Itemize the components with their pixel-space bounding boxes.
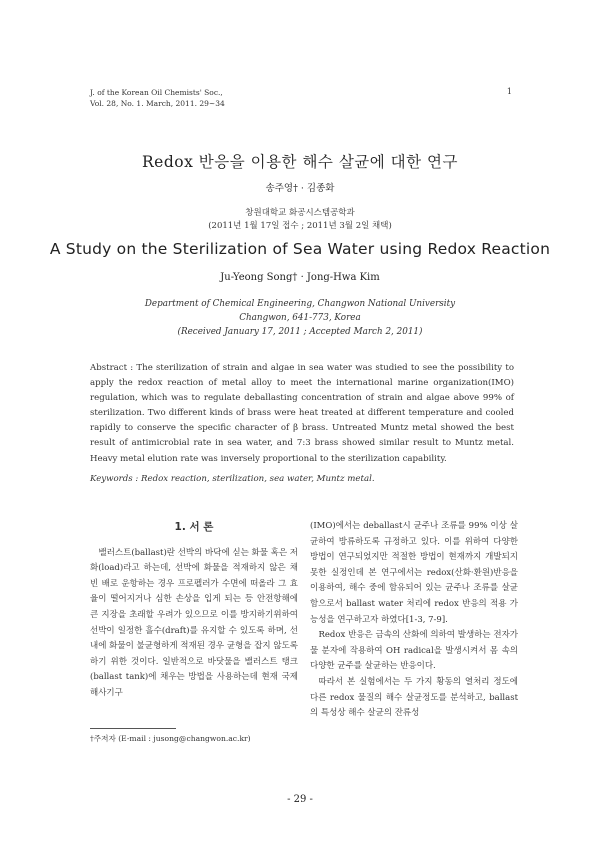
journal-citation xyxy=(90,87,225,109)
paragraph: Redox 반응은 금속의 산화에 의하여 발생하는 전자가 물 분자에 작용하여 OH radical을 발생시켜서 몸 속의 다양한 균주를 살균하는 반응이다. xyxy=(310,630,518,672)
journal-line-2: Vol. 28, No. 1. March, 2011. 29~34 xyxy=(90,99,225,108)
affiliation-korean-block xyxy=(0,207,600,233)
affiliation-english: Department of Chemical Engineering, Changwon National University xyxy=(144,299,456,309)
affiliation-english-block xyxy=(0,297,600,339)
header-page-corner: 1 xyxy=(506,87,512,96)
section-heading-introduction: 1. 서 론 xyxy=(174,521,214,533)
paragraph: 밸러스트(ballast)란 선박의 바닥에 싣는 화물 혹은 저화(load)라고 하는데, 선박에 화물을 적재하지 않은 채 빈 배로 운항하는 경우 프로펠러가 수면에 떠올라 그 효율이 떨어지거나 심한 손상을 입게 되는 등 안전항해에 큰 지장을 초래할 우려가 있으므로 이를 방지하기위하여 선박이 일정한 흘수(draft)를 유지할 수 있도록 하며, 선내에 화물이 불균형하게 적재된 경우 균형을 잡지 않도록 하기 위한 것이다. 일반적으로 바닷물을 밸러스트 탱크(ballast tank)에 채우는 방법을 사용하는데 현재 국제해사기구 xyxy=(90,547,298,698)
left-column xyxy=(90,518,298,702)
right-column xyxy=(310,519,518,722)
affiliation-korean: 창원대학교 화공시스템공학과 xyxy=(245,208,355,218)
abstract: Abstract : The sterilization of strain and algae in sea water was studied to see the possibility to apply the redox reaction of metal alloy to meet the international marine organization(IMO) regulation, which was to regulate deballasting concentration of strain and algae above 99% of sterilization. Two different kinds of brass were heat treated at different temperature and cooled rapidly to conserve the specific character of β brass. Untreated Muntz metal showed the best result of antimicrobial rate in sea water, and 7:3 brass showed similar result to Muntz metal. Heavy metal elution rate was inversely proportional to the sterilization capability. xyxy=(90,363,514,464)
paragraph: (IMO)에서는 deballast시 균주나 조류를 99% 이상 살균하여 방류하도록 규정하고 있다. 이를 위하여 다양한 방법이 연구되었지만 적절한 방법이 현재까지 개발되지 못한 실정인데 본 연구에서는 redox(산화·환원)반응을 이용하여, 해수 중에 함유되어 있는 균주나 조류를 살균함으로서 ballast water 처리에 redox 반응의 적용 가능성을 연구하고자 하였다[1-3, 7-9]. xyxy=(310,521,518,625)
address-english: Changwon, 641-773, Korea xyxy=(239,313,361,323)
page-number: - 29 - xyxy=(287,794,313,805)
title-english: A Study on the Sterilization of Sea Water using Redox Reaction xyxy=(49,240,551,258)
journal-line-1: J. of the Korean Oil Chemists' Soc., xyxy=(90,88,223,97)
footnote-divider xyxy=(90,728,176,729)
paragraph: 따라서 본 실험에서는 두 가지 황동의 열처리 정도에 다른 redox 물질의 해수 살균정도를 분석하고, ballast의 특성상 해수 살균의 잔류성 xyxy=(310,676,518,719)
dates-english: (Received January 17, 2011 ; Accepted March 2, 2011) xyxy=(177,327,423,337)
authors-korean: 송주영† · 김종화 xyxy=(265,183,335,194)
footnote: †주저자 (E-mail : jusong@changwon.ac.kr) xyxy=(90,734,251,743)
keywords: Keywords : Redox reaction, sterilization, sea water, Muntz metal. xyxy=(90,474,375,484)
dates-korean: (2011년 1월 17일 접수 ; 2011년 3월 2일 채택) xyxy=(208,221,392,231)
title-korean: Redox 반응을 이용한 해수 살균에 대한 연구 xyxy=(142,153,458,171)
authors-english: Ju-Yeong Song† · Jong-Hwa Kim xyxy=(220,272,380,283)
